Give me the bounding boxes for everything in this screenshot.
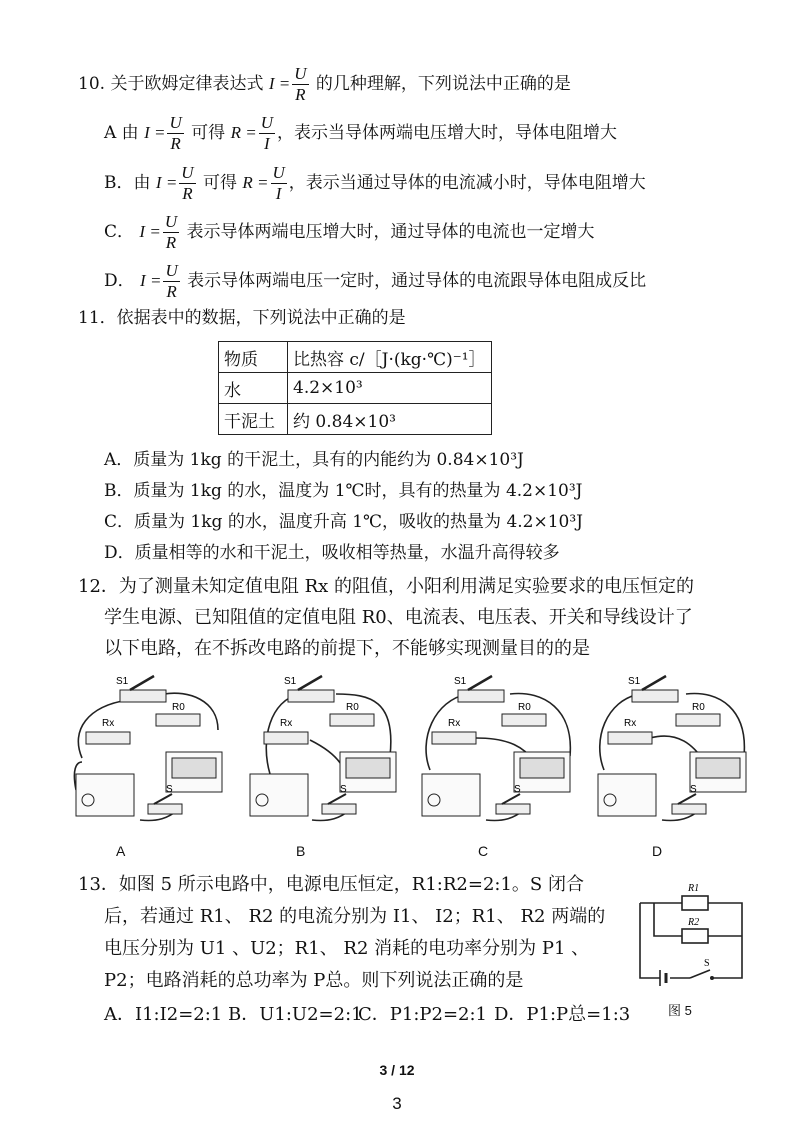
switch-s [148,804,182,814]
q10-option-b: B．由 I = $\frac{U}{R}$ 可得 R = $\frac{U}{I}$ ，表示当通过导体的电流减小时，导体电阻增大 [104,163,646,203]
rx-label: Rx [280,718,293,729]
q10-option-a: A 由 I = $\frac{U}{R}$ 可得 R = $\frac{U}{I}$ ，表示当导体两端电压增大时，导体电阻增大 [104,113,617,153]
circuit-diagram-c [414,670,579,830]
q13-stem-line2: 后，若通过 R1、 R2 的电流分别为 I1、 I2；R1、 R2 两端的 [104,906,606,927]
circuit-label-c: C [478,843,489,859]
s1-label: S1 [116,676,129,687]
q12-stem-line2: 学生电源、已知阻值的定值电阻 R0、电流表、电压表、开关和导线设计了 [104,607,693,628]
specific-heat-table [218,341,492,435]
table-cell: 4.2×10³ [288,373,492,404]
q12-stem-line1: 12．为了测量未知定值电阻 Rx 的阻值，小阳利用满足实验要求的电压恒定的 [78,576,695,597]
table-header-row [219,342,492,373]
r0-label: R0 [172,702,185,713]
switch-s1-lever [130,676,154,690]
rx-label: Rx [624,718,637,729]
q11-stem: 11．依据表中的数据，下列说法中正确的是 [78,308,406,328]
s-label: S [690,784,697,795]
circuit-diagram-a [68,670,233,830]
q13-stem-line3: 电压分别为 U1 、U2；R1、 R2 消耗的电功率分别为 P1 、 [104,938,590,959]
q13-option-a: A．I1:I2=2:1 [104,1004,223,1025]
fig-r1-label: R1 [688,883,700,894]
s1-label: S1 [284,676,297,687]
s-label: S [514,784,521,795]
circuit-label-b: B [296,843,306,859]
figure-5-circuit [630,878,750,988]
r0-label: R0 [346,702,359,713]
page-number: 3 [392,1094,402,1113]
table-cell: 水 [219,373,288,404]
table-header: 比热容 c/［J·(kg·℃)⁻¹］ [288,342,492,373]
figure-5-caption: 图 5 [668,1003,692,1018]
s-label: S [166,784,173,795]
q11-option-c: C．质量为 1kg 的水，温度升高 1℃，吸收的热量为 4.2×10³J [104,512,583,532]
s-label: S [340,784,347,795]
circuit-diagram-d [590,670,755,830]
switch-s [690,970,710,978]
table-cell: 干泥土 [219,404,288,435]
rx-label: Rx [102,718,115,729]
circuit-label-a: A [116,843,126,859]
q13-option-b: B．U1:U2=2:1 [228,1004,363,1025]
resistor-r2 [682,929,708,943]
fig-r2-label: R2 [688,917,700,928]
q10-option-c: C． I = $\frac{U}{R}$ 表示导体两端电压增大时，通过导体的电流也一定增大 [104,212,595,252]
s1-label: S1 [454,676,467,687]
q11-option-d: D．质量相等的水和干泥土，吸收相等热量，水温升高得较多 [104,543,560,563]
q13-option-d: D．P1:P总=1:3 [494,1004,631,1025]
fig-s-label: S [704,958,710,969]
circuit-diagram-b [240,670,405,830]
formula-i: I = [268,74,291,93]
s1-label: S1 [628,676,641,687]
switch-s1-base [120,690,166,702]
table-row [219,373,492,404]
fraction-u-over-r: $\frac{U}{R}$ [294,64,307,104]
resistor-rx [86,732,130,744]
q10-option-d: D． I = $\frac{U}{R}$ 表示导体两端电压一定时，通过导体的电流跟导体电阻成反比 [104,261,647,301]
r0-label: R0 [692,702,705,713]
page-indicator: 3 / 12 [379,1062,415,1078]
q13-option-c: C．P1:P2=2:1 [358,1004,488,1025]
table-cell: 约 0.84×10³ [288,404,492,435]
table-header: 物质 [219,342,288,373]
circuit-label-d: D [652,843,663,859]
table-row [219,404,492,435]
q11-option-a: A．质量为 1kg 的干泥土，具有的内能约为 0.84×10³J [104,450,524,470]
q13-stem-line4: P2；电路消耗的总功率为 P总。则下列说法正确的是 [104,970,524,991]
q13-stem-line1: 13．如图 5 所示电路中，电源电压恒定，R1:R2=2:1。S 闭合 [78,874,584,895]
r0-label: R0 [518,702,531,713]
q12-stem-line3: 以下电路，在不拆改电路的前提下，不能够实现测量目的的是 [104,638,590,659]
rx-label: Rx [448,718,461,729]
q11-option-b: B．质量为 1kg 的水，温度为 1℃时，具有的热量为 4.2×10³J [104,481,583,501]
q10-stem: 10. 关于欧姆定律表达式 I = $\frac{U}{R}$ 的几种理解，下列说法中正确的是 [78,64,571,104]
resistor-r0 [156,714,200,726]
resistor-r1 [682,896,708,910]
